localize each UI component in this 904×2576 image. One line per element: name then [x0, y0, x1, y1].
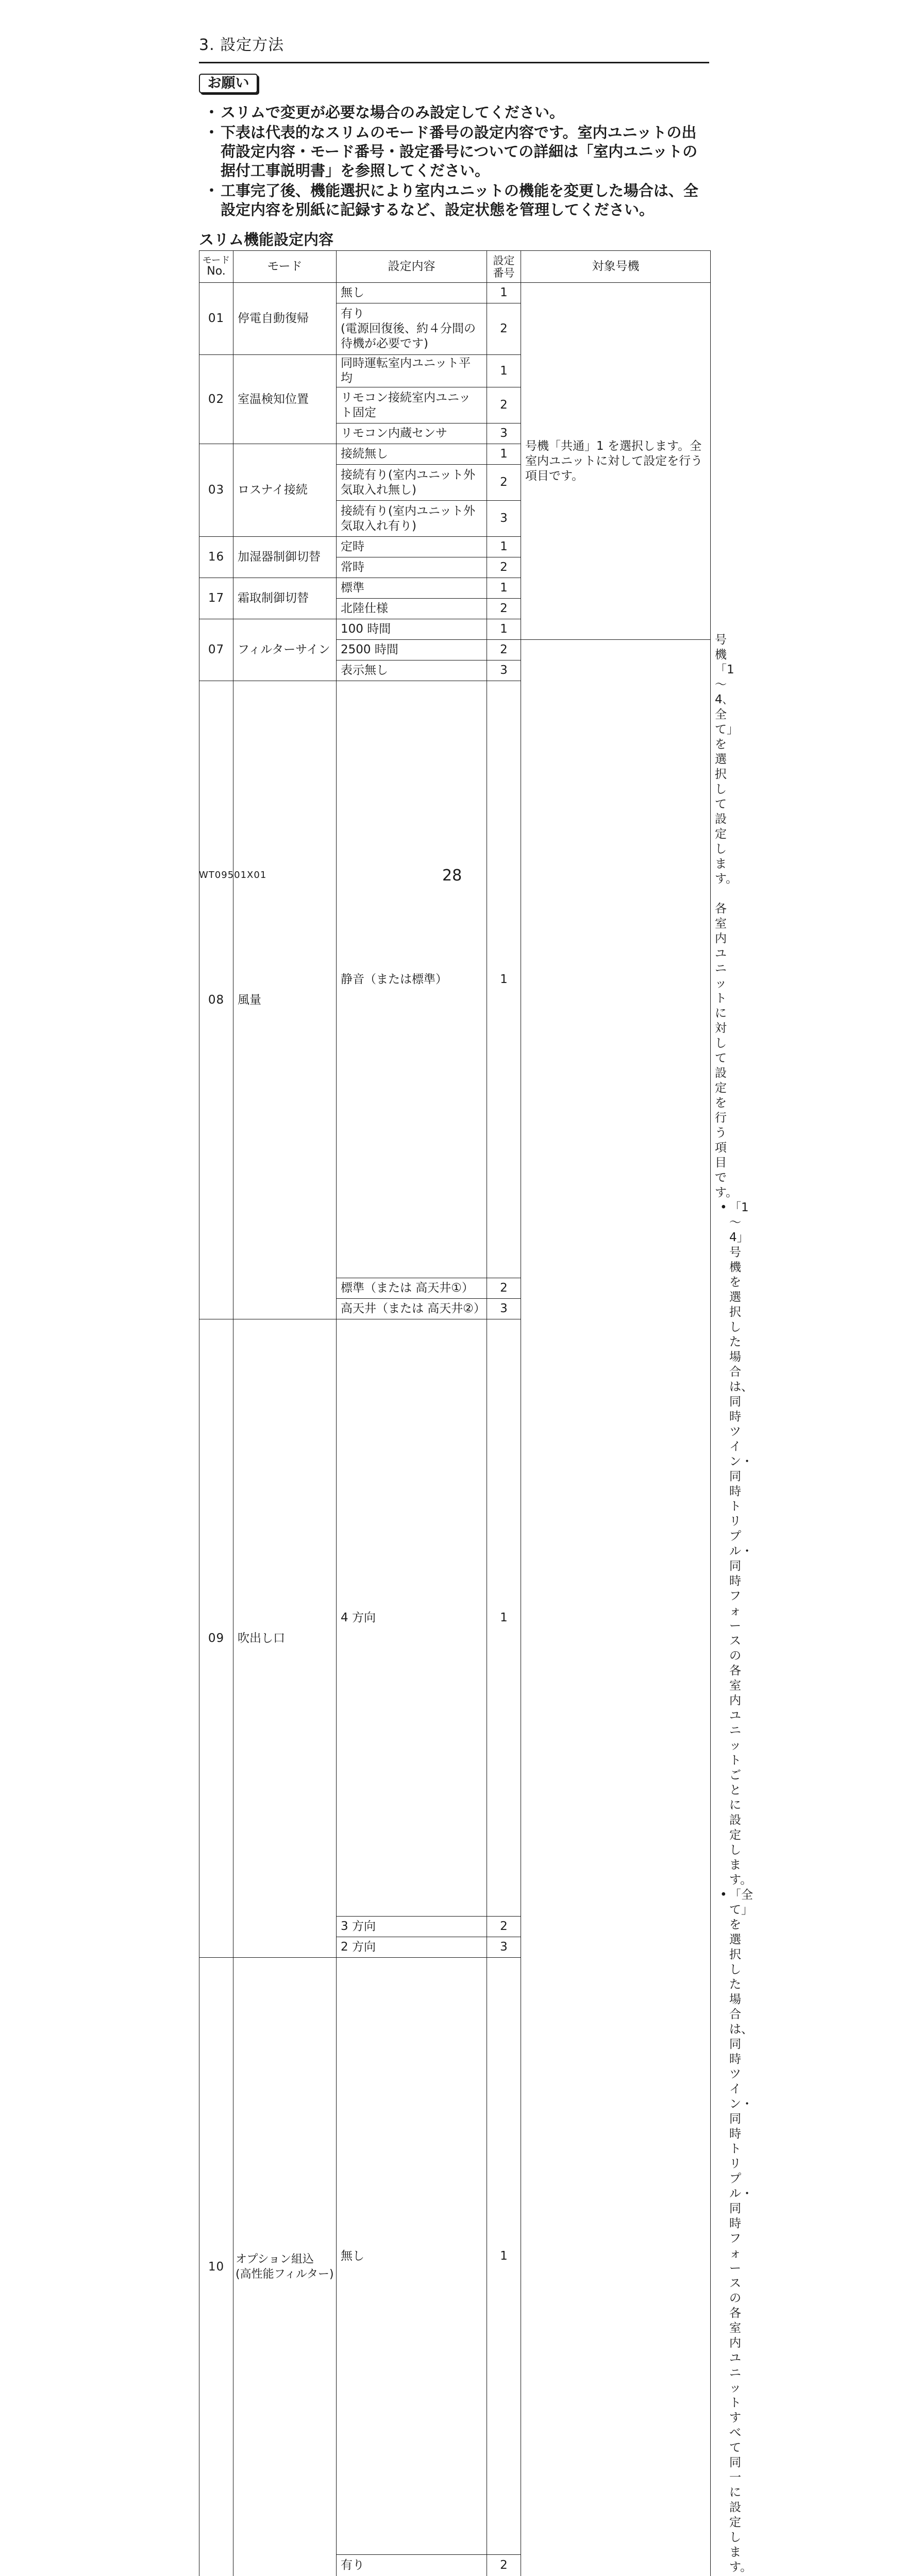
table-row — [199, 1958, 711, 2555]
content-cell: 有り — [337, 2555, 487, 2576]
mode-cell: フィルターサイン — [233, 619, 337, 681]
mode-cell: 加湿器制御切替 — [233, 537, 337, 578]
content-cell: リモコン接続室内ユニット固定 — [337, 387, 487, 423]
target-individual-text: 「全て」を選択した場合は、同時ツイン・同時トリプル・同時フォースの各室内ユニットすべて同一に設定します。 — [729, 1888, 753, 2574]
bullet-mark: ・ — [204, 181, 219, 200]
mode-cell: 室温検知位置 — [233, 355, 337, 444]
content-cell: 接続有り(室内ユニット外気取入れ有り) — [337, 501, 487, 537]
content-cell: 4 方向 — [337, 1319, 487, 1917]
notice-text: スリムで変更が必要な場合のみ設定してください。 — [221, 104, 564, 121]
content-cell: 有り (電源回復後、約４分間の待機が必要です) — [337, 303, 487, 355]
table-title: スリム機能設定内容 — [199, 228, 333, 249]
mode-no-cell: 08 — [199, 681, 233, 1319]
content-cell: 表示無し — [337, 660, 487, 681]
setting-no-cell: 2 — [487, 387, 521, 423]
mode-no-cell: 01 — [199, 283, 233, 355]
mode-no-cell: 10 — [199, 1958, 233, 2576]
mode-no-cell: 02 — [199, 355, 233, 444]
setting-no-cell: 3 — [487, 1299, 521, 1319]
setting-no-cell: 3 — [487, 1937, 521, 1958]
setting-no-cell: 2 — [487, 303, 521, 355]
mode-no-cell: 07 — [199, 619, 233, 681]
mode-no-cell: 17 — [199, 578, 233, 619]
notice-list — [204, 103, 709, 221]
table-row — [199, 1319, 711, 1917]
page-number: 28 — [442, 867, 462, 885]
notice-text: 下表は代表的なスリムのモード番号の設定内容です。室内ユニットの出荷設定内容・モード番号・設定番号についての詳細は「室内ユニットの据付工事説明書」を参照してください。 — [221, 124, 697, 179]
content-cell: 3 方向 — [337, 1917, 487, 1937]
notice-item — [204, 123, 709, 180]
content-cell: 静音（または標準） — [337, 681, 487, 1278]
setting-no-cell: 2 — [487, 1278, 521, 1299]
target-individual-text: 「1 ～ 4」号機を選択した場合は、同時ツイン・同時トリプル・同時フォースの各室内ユニットごとに設定します。 — [729, 1201, 753, 1887]
content-cell: 北陸仕様 — [337, 599, 487, 619]
table-header-row — [199, 251, 711, 283]
content-cell: 接続有り(室内ユニット外気取入れ無し) — [337, 465, 487, 501]
table-row — [199, 681, 711, 1278]
content-cell: 標準 — [337, 578, 487, 599]
content-cell: 同時運転室内ユニット平均 — [337, 355, 487, 387]
header-rule — [199, 62, 709, 63]
mode-cell: 停電自動復帰 — [233, 283, 337, 355]
content-cell: 2500 時間 — [337, 640, 487, 660]
table-row — [199, 283, 711, 303]
header-mode-no-line2: No. — [200, 265, 232, 278]
mode-cell: 吹出し口 — [233, 1319, 337, 1958]
setting-no-cell: 2 — [487, 465, 521, 501]
content-cell: 無し — [337, 1958, 487, 2555]
setting-no-cell: 1 — [487, 1958, 521, 2555]
mode-cell: 霜取制御切替 — [233, 578, 337, 619]
header-mode-no — [199, 251, 233, 283]
content-cell: 無し — [337, 283, 487, 303]
content-cell: リモコン内蔵センサ — [337, 423, 487, 444]
setting-no-cell: 1 — [487, 283, 521, 303]
setting-no-cell: 1 — [487, 444, 521, 465]
setting-no-cell: 1 — [487, 681, 521, 1278]
mode-cell: 風量 — [233, 681, 337, 1319]
content-cell: 常時 — [337, 557, 487, 578]
bullet-mark: • — [720, 1200, 727, 1215]
header-setting-no-line1: 設定 — [488, 255, 520, 267]
setting-no-cell: 2 — [487, 1917, 521, 1937]
notice-label: お願い — [199, 74, 258, 93]
section-title: 3. 設定方法 — [199, 32, 284, 55]
content-cell: 2 方向 — [337, 1937, 487, 1958]
header-setting-no — [487, 251, 521, 283]
header-mode: モード — [233, 251, 337, 283]
content-cell: 100 時間 — [337, 619, 487, 640]
content-cell: 標準（または 高天井①） — [337, 1278, 487, 1299]
setting-no-cell: 2 — [487, 2555, 521, 2576]
setting-no-cell: 3 — [487, 423, 521, 444]
setting-no-cell: 1 — [487, 1319, 521, 1917]
target-individual-item — [715, 1888, 729, 2575]
content-cell: 定時 — [337, 537, 487, 557]
bullet-mark: • — [720, 1888, 727, 1903]
setting-no-cell: 1 — [487, 578, 521, 599]
setting-no-cell: 1 — [487, 619, 521, 640]
header-mode-no-line1: モード — [200, 256, 232, 265]
bullet-mark: ・ — [204, 123, 219, 142]
setting-no-cell: 2 — [487, 557, 521, 578]
target-individual-item — [715, 1200, 729, 1888]
mode-no-cell: 16 — [199, 537, 233, 578]
header-target: 対象号機 — [521, 251, 711, 283]
document-code: WT09501X01 — [199, 870, 266, 880]
mode-cell: ロスナイ接続 — [233, 444, 337, 537]
bullet-mark: ・ — [204, 103, 219, 122]
setting-no-cell: 1 — [487, 537, 521, 557]
setting-no-cell: 1 — [487, 355, 521, 387]
setting-no-cell: 3 — [487, 660, 521, 681]
content-cell: 接続無し — [337, 444, 487, 465]
header-content: 設定内容 — [337, 251, 487, 283]
setting-no-cell: 2 — [487, 599, 521, 619]
notice-text: 工事完了後、機能選択により室内ユニットの機能を変更した場合は、全設定内容を別紙に記録するなど、設定状態を管理してください。 — [221, 182, 698, 218]
table-row: 07 フィルターサイン 100 時間 1 号機「1 ～ 4､全て」を選択して設定します。 各室内ユニットに対して設定を行う項目です。 • 「1 ～ 4」号機を選択した場合は、同時ツイン・同時トリプル・同時フォースの各室内ユニットごとに設定します。 • 「全て」を選択した場合は、同時ツイン・同時トリプル・同時フォースの各室内ユニットすべて同一に設定します。 — [199, 619, 711, 640]
setting-no-cell: 2 — [487, 640, 521, 660]
mode-cell: オプション組込 (高性能フィルター) — [233, 1958, 337, 2576]
content-cell: 高天井（または 高天井②） — [337, 1299, 487, 1319]
notice-item — [204, 103, 709, 122]
notice-item — [204, 181, 709, 219]
mode-no-cell: 09 — [199, 1319, 233, 1958]
setting-no-cell: 3 — [487, 501, 521, 537]
target-common-cell: 号機「共通」1 を選択します。全室内ユニットに対して設定を行う項目です。 — [521, 283, 711, 640]
function-settings-table — [199, 250, 711, 2576]
header-setting-no-line2: 番号 — [488, 267, 520, 279]
mode-no-cell: 03 — [199, 444, 233, 537]
